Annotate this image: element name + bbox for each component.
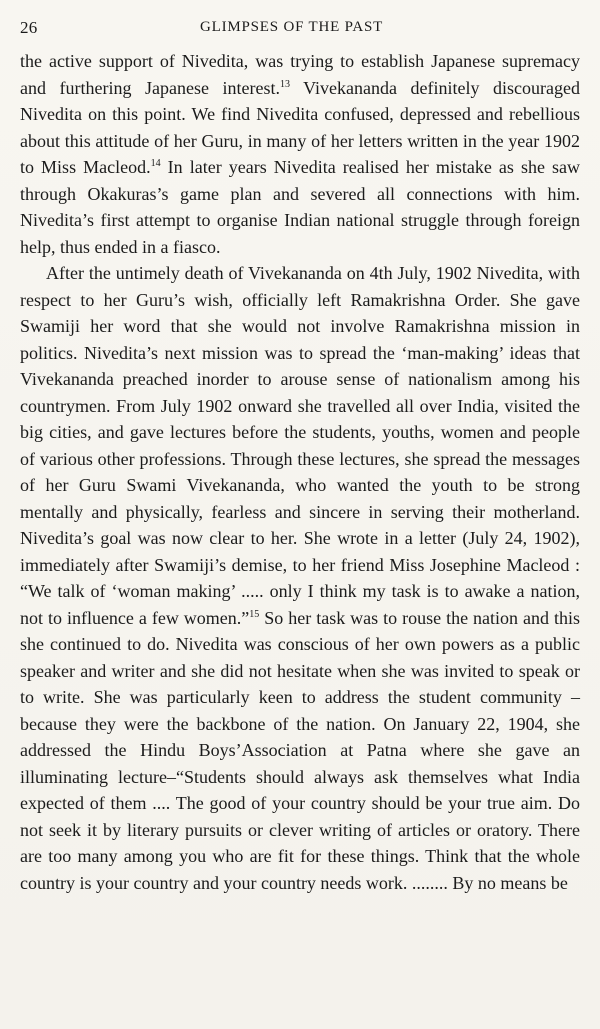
footnote-marker: 14 xyxy=(150,158,161,169)
paragraph-text: Vivekananda definitely discouraged Nivedita on this point. We find Nivedita confused, depressed and rebellious about this attitude of her Guru, in many of her letters written in the year 1902 to Miss Macleod. xyxy=(20,77,580,177)
running-title: GLIMPSES OF THE PAST xyxy=(200,19,384,35)
paragraph-text: After the untimely death of Vivekananda on 4th July, 1902 Nivedita, with respect to her Guru’s wish, officially left Ramakrishna Order. She gave Swamiji her word that she would not involve Ramakrishna mission in politics. Nivedita’s next mission was to spread the ‘man-making’ ideas that Vivekananda preached inorder to arouse sense of nationalism among his countrymen. From July 1902 onward she travelled all over India, visited the big cities, and gave lectures before the students, youths, women and people of various other professions. Through these lectures, she spread the messages of her Guru Swami Vivekananda, who wanted the youth to be strong mentally and physically, fearless and sincere in serving their motherland. Nivedita’s goal was now clear to her. She wrote in a letter (July 24, 1902), immediately after Swamiji’s demise, to her friend Miss Josephine Macleod : “We talk of ‘woman making’ ..... only I think my task is to awake a nation, not to influence a few women.” xyxy=(20,263,580,628)
page-number: 26 xyxy=(20,18,38,37)
footnote-marker: 15 xyxy=(249,608,260,620)
paragraph-text: the active support of Nivedita, was trying to establish Japanese supremacy and furthering Japanese interest. xyxy=(20,51,580,98)
paragraph-text: In later years Nivedita realised her mistake as she saw through Okakuras’s game plan and severed all connections with him. Nivedita’s first attempt to organise Indian national struggle through foreign help, thus ended in a fiasco. xyxy=(20,157,580,257)
paragraph xyxy=(20,260,580,896)
paragraph-text: So her task was to rouse the nation and this she continued to do. Nivedita was conscious of her own powers as a public speaker and writer and she did not hesitate when she was invited to speak or to write. She was particularly keen to address the student community – because they were the backbone of the nation. On January 22, 1904, she addressed the Hindu Boys’Association at Patna where she gave an illuminating lecture–“Students should always ask themselves what India expected of them .... The good of your country should be your true aim. Do not seek it by literary pursuits or clever writing of articles or oratory. There are too many among you who are fit for these things. Think that the whole country is your country and your country needs work. ........ By no means be xyxy=(20,607,580,893)
body-text xyxy=(20,48,580,896)
page-header xyxy=(20,18,580,48)
footnote-marker: 13 xyxy=(279,78,290,90)
paragraph xyxy=(20,48,580,260)
